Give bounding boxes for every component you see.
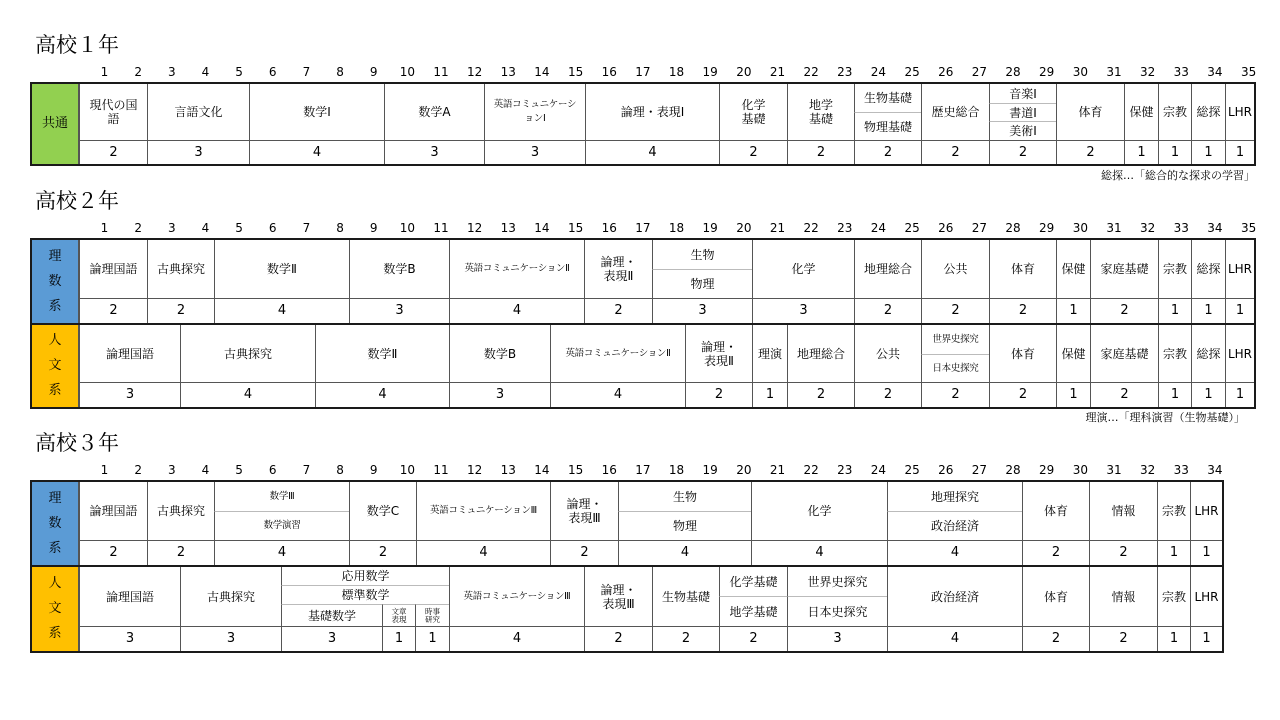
period-number: 31 (1106, 65, 1122, 79)
year2-period-numbers (0, 221, 1280, 235)
period-number: 29 (1039, 65, 1055, 79)
credit-sugakuA: 3 (384, 140, 484, 164)
period-number: 13 (500, 65, 516, 79)
y3s-eigo3: 英語コミュニケーションⅢ (416, 482, 550, 540)
y2s-eigo2: 英語コミュニケーションⅡ (449, 240, 584, 298)
y2h-lhr: LHR (1225, 325, 1254, 382)
track-label-humanities-char-3: 系 (48, 383, 62, 398)
period-number: 6 (268, 221, 277, 235)
y3s-credit-lhr: 1 (1190, 540, 1222, 565)
y3s-sugakuC: 数学C (349, 482, 416, 540)
period-number: 13 (500, 463, 516, 477)
subject-kagaku-kiso: 化学基礎 (719, 84, 787, 140)
period-number: 20 (736, 221, 752, 235)
y3s-joho: 情報 (1089, 482, 1157, 540)
y2h-eigo2: 英語コミュニケーションⅡ (550, 325, 685, 382)
y3s-credit-seibutsu-butsuri: 4 (618, 540, 751, 565)
y3h-koten: 古典探究 (180, 567, 281, 626)
y2h-credit-sugakuB: 3 (449, 382, 550, 407)
y3h-taiiku: 体育 (1022, 567, 1089, 626)
y2s-kagaku: 化学 (752, 240, 854, 298)
credit-gengo: 3 (147, 140, 249, 164)
year3-period-numbers (0, 463, 1280, 477)
track-label-science-char-2: 数 (48, 273, 62, 289)
y3h-credit-bunsho: 1 (382, 626, 415, 651)
y2h-credit-koten: 4 (180, 382, 315, 407)
period-number: 4 (201, 221, 210, 235)
period-number: 30 (1072, 463, 1088, 477)
y2h-taiiku: 体育 (989, 325, 1056, 382)
y3h-credit-ronri-kokugo: 3 (79, 626, 180, 651)
subject-bijutsu: 美術Ⅰ (989, 121, 1056, 140)
y3s-butsuri: 物理 (618, 511, 751, 540)
y2h-credit-sugaku2: 4 (315, 382, 449, 407)
y3s-seiji: 政治経済 (887, 511, 1022, 540)
y3s-sugaku-enshu: 数学演習 (214, 511, 349, 540)
y3h-credit-math: 3 (281, 626, 382, 651)
y2s-credit-katei: 2 (1090, 298, 1158, 323)
y3s-credit-sugaku3: 4 (214, 540, 349, 565)
subject-ongaku: 音楽Ⅰ (989, 84, 1056, 103)
period-number: 4 (201, 463, 210, 477)
period-number: 5 (235, 221, 243, 235)
period-number: 24 (870, 221, 887, 235)
period-number: 15 (567, 463, 584, 477)
subject-hoken: 保健 (1124, 84, 1158, 140)
period-number: 23 (837, 463, 853, 477)
subject-eigo1: 英語コミュニケーションⅠ (484, 84, 585, 140)
period-number: 11 (433, 463, 449, 477)
credit-souta: 1 (1191, 140, 1225, 164)
y3h-credit-koten: 3 (180, 626, 281, 651)
credit-taiiku: 2 (1056, 140, 1124, 164)
y2h-credit-eigo2: 4 (550, 382, 685, 407)
period-number: 8 (336, 65, 344, 79)
y2s-taiiku: 体育 (989, 240, 1056, 298)
y3s-kagaku: 化学 (751, 482, 887, 540)
period-number: 33 (1173, 65, 1189, 79)
y3h-credit-shukyo: 1 (1157, 626, 1190, 651)
track-label-humanities-y2 (32, 325, 79, 407)
y3s-sugaku3: 数学Ⅲ (214, 482, 349, 511)
period-number: 2 (134, 221, 142, 235)
y3h-credit-jiji: 1 (415, 626, 449, 651)
credit-gendai: 2 (79, 140, 147, 164)
y2h-ronri2: 論理・表現Ⅱ (685, 325, 752, 382)
y2h-rien: 理演 (752, 325, 787, 382)
year3-title: 高校３年 (35, 431, 119, 455)
y2s-koten: 古典探究 (147, 240, 214, 298)
period-number: 14 (534, 65, 550, 79)
period-number: 10 (399, 221, 415, 235)
period-number: 18 (668, 65, 685, 79)
period-number: 17 (635, 65, 651, 79)
credit-ronri1: 4 (585, 140, 719, 164)
y2h-kokyo: 公共 (854, 325, 921, 382)
y3h-kiso-sugaku: 基礎数学 (281, 604, 382, 626)
track-label-science-char-1: 理 (48, 248, 62, 264)
period-number: 5 (235, 463, 243, 477)
period-number: 9 (369, 65, 378, 79)
credit-lhr: 1 (1225, 140, 1254, 164)
period-number: 4 (201, 65, 210, 79)
y3h-kagaku-kiso: 化学基礎 (719, 567, 787, 596)
period-number: 32 (1140, 463, 1156, 477)
period-number: 14 (534, 221, 550, 235)
period-number: 21 (769, 221, 786, 235)
y3h-credit-eigo3: 4 (449, 626, 584, 651)
y2s-katei: 家庭基礎 (1090, 240, 1158, 298)
period-number: 5 (235, 65, 243, 79)
subject-gendai: 現代の国語 (79, 84, 147, 140)
y3h-bunsho: 文章表現 (382, 604, 415, 626)
period-number: 26 (938, 65, 954, 79)
y2h-hoken: 保健 (1056, 325, 1090, 382)
credit-sugaku1: 4 (249, 140, 384, 164)
track-label-humanities-y3 (32, 567, 79, 651)
y2h-credit-taiiku: 2 (989, 382, 1056, 407)
subject-taiiku: 体育 (1056, 84, 1124, 140)
period-number: 34 (1207, 65, 1223, 79)
period-number: 14 (534, 463, 550, 477)
subject-souta: 総探 (1191, 84, 1225, 140)
period-number: 12 (467, 221, 483, 235)
subject-gengo: 言語文化 (147, 84, 249, 140)
period-number: 15 (567, 65, 584, 79)
y2h-credit-shukyo: 1 (1158, 382, 1191, 407)
y3h-credit-seibutsu-kiso: 2 (652, 626, 719, 651)
y3h-credit-lhr: 1 (1190, 626, 1222, 651)
period-number: 23 (837, 65, 853, 79)
y2s-credit-koten: 2 (147, 298, 214, 323)
period-number: 9 (369, 221, 378, 235)
y3s-chiri-tankyu: 地理探究 (887, 482, 1022, 511)
period-number: 10 (399, 65, 415, 79)
y3h-seibutsu-kiso: 生物基礎 (652, 567, 719, 626)
period-number: 31 (1106, 221, 1122, 235)
period-number: 30 (1072, 221, 1088, 235)
y3s-credit-shukyo: 1 (1157, 540, 1190, 565)
period-number: 8 (336, 463, 344, 477)
track-label-humanities-char-2: 文 (48, 358, 62, 373)
y2s-credit-eigo2: 4 (449, 298, 584, 323)
y3s-credit-social: 4 (887, 540, 1022, 565)
y3h-nihonshi: 日本史探究 (787, 596, 887, 626)
y3s-lhr: LHR (1190, 482, 1222, 540)
period-number: 20 (736, 463, 752, 477)
y2s-shukyo: 宗教 (1158, 240, 1191, 298)
period-number: 30 (1072, 65, 1088, 79)
y3h-seiji: 政治経済 (887, 567, 1022, 626)
period-number: 15 (567, 221, 584, 235)
y2s-credit-hoken: 1 (1056, 298, 1090, 323)
y3h-joho: 情報 (1089, 567, 1157, 626)
period-number: 7 (302, 463, 311, 477)
track-label-humanities-char-3: 系 (48, 626, 62, 641)
credit-kagaku-kiso: 2 (719, 140, 787, 164)
period-number: 21 (769, 463, 786, 477)
subject-shodo: 書道Ⅰ (989, 103, 1056, 121)
period-number: 18 (668, 463, 685, 477)
period-number: 3 (167, 463, 176, 477)
credit-seibutsu-butsuri: 2 (854, 140, 921, 164)
period-number: 33 (1173, 463, 1189, 477)
y2h-credit-chiri: 2 (787, 382, 854, 407)
subject-shukyo: 宗教 (1158, 84, 1191, 140)
period-number: 22 (803, 65, 819, 79)
y2s-lhr: LHR (1225, 240, 1254, 298)
track-label-science-y3 (32, 482, 79, 565)
subject-rekishi: 歴史総合 (921, 84, 989, 140)
year1-footnote: 総探…「総合的な探求の学習」 (1101, 169, 1255, 182)
period-number: 23 (837, 221, 853, 235)
subject-seibutsu-kiso: 生物基礎 (854, 84, 921, 112)
y2h-katei: 家庭基礎 (1090, 325, 1158, 382)
period-number: 19 (702, 65, 718, 79)
y3s-credit-joho: 2 (1089, 540, 1157, 565)
period-number: 3 (167, 65, 176, 79)
credit-hoken: 1 (1124, 140, 1158, 164)
y2h-credit-souta: 1 (1191, 382, 1225, 407)
y2h-chiri: 地理総合 (787, 325, 854, 382)
y3h-sekaishi: 世界史探究 (787, 567, 887, 596)
track-label-common: 共通 (32, 84, 79, 164)
year2-title: 高校２年 (35, 189, 119, 213)
period-number: 1 (100, 463, 109, 477)
y2s-hoken: 保健 (1056, 240, 1090, 298)
period-number: 27 (971, 463, 988, 477)
y3h-eigo3: 英語コミュニケーションⅢ (449, 567, 584, 626)
y3s-taiiku: 体育 (1022, 482, 1089, 540)
credit-shukyo: 1 (1158, 140, 1191, 164)
year3-grid (30, 480, 1224, 653)
track-label-science-char-3: 系 (48, 298, 62, 314)
period-number: 24 (870, 65, 887, 79)
y2h-credit-rien: 1 (752, 382, 787, 407)
period-number: 21 (769, 65, 786, 79)
y2h-credit-history: 2 (921, 382, 989, 407)
y2s-souta: 総探 (1191, 240, 1225, 298)
subject-lhr: LHR (1225, 84, 1254, 140)
period-number: 16 (601, 65, 617, 79)
period-number: 6 (268, 65, 277, 79)
y3h-credit-history: 3 (787, 626, 887, 651)
y3h-hyojun-sugaku: 標準数学 (281, 585, 449, 604)
period-number: 27 (971, 65, 988, 79)
y3h-ronri-kokugo: 論理国語 (79, 567, 180, 626)
period-number: 31 (1106, 463, 1122, 477)
y3s-credit-ronri3: 2 (550, 540, 618, 565)
y3h-credit-kiso-pair: 2 (719, 626, 787, 651)
y3s-credit-ronri-kokugo: 2 (79, 540, 147, 565)
y3h-jiji: 時事研究 (415, 604, 449, 626)
y2h-sugaku2: 数学Ⅱ (315, 325, 449, 382)
y3h-chigaku-kiso: 地学基礎 (719, 596, 787, 626)
year1-grid (30, 82, 1256, 166)
period-number: 6 (268, 463, 277, 477)
period-number: 26 (938, 463, 954, 477)
track-label-humanities-char-2: 文 (48, 601, 62, 616)
period-number: 11 (433, 221, 449, 235)
y2s-butsuri: 物理 (652, 269, 752, 298)
subject-chigaku-kiso: 地学基礎 (787, 84, 854, 140)
year2-grid (30, 238, 1256, 409)
y2h-sugakuB: 数学B (449, 325, 550, 382)
subject-butsuri-kiso: 物理基礎 (854, 112, 921, 140)
period-number: 3 (167, 221, 176, 235)
y2s-credit-seibutsu-butsuri: 3 (652, 298, 752, 323)
period-number: 1 (100, 65, 109, 79)
period-number: 17 (635, 463, 651, 477)
y2h-souta: 総探 (1191, 325, 1225, 382)
period-number: 12 (467, 65, 483, 79)
y2s-credit-sugaku2: 4 (214, 298, 349, 323)
y3s-ronri3: 論理・表現Ⅲ (550, 482, 618, 540)
y2s-ronri2: 論理・表現Ⅱ (584, 240, 652, 298)
year2-footnote: 理演…「理科演習（生物基礎）」 (1085, 411, 1245, 424)
credit-eigo1: 3 (484, 140, 585, 164)
y2h-shukyo: 宗教 (1158, 325, 1191, 382)
y3s-credit-taiiku: 2 (1022, 540, 1089, 565)
y2s-credit-sugakuB: 3 (349, 298, 449, 323)
y3s-credit-kagaku: 4 (751, 540, 887, 565)
y3s-credit-koten: 2 (147, 540, 214, 565)
y3h-shukyo: 宗教 (1157, 567, 1190, 626)
period-number: 2 (134, 463, 142, 477)
y2h-nihonshi: 日本史探究 (921, 354, 989, 382)
period-number: 8 (336, 221, 344, 235)
y3h-lhr: LHR (1190, 567, 1222, 626)
period-number: 20 (736, 65, 752, 79)
y2s-credit-shukyo: 1 (1158, 298, 1191, 323)
period-number: 17 (635, 221, 651, 235)
y2s-kokyo: 公共 (921, 240, 989, 298)
y3h-credit-seiji: 4 (887, 626, 1022, 651)
y2s-ronri-kokugo: 論理国語 (79, 240, 147, 298)
y2s-credit-kokyo: 2 (921, 298, 989, 323)
period-number: 24 (870, 463, 887, 477)
period-number: 16 (601, 221, 617, 235)
y2s-credit-chiri: 2 (854, 298, 921, 323)
y3h-credit-ronri3: 2 (584, 626, 652, 651)
period-number: 11 (433, 65, 449, 79)
y2s-credit-taiiku: 2 (989, 298, 1056, 323)
y2h-sekaishi: 世界史探究 (921, 325, 989, 354)
period-number: 34 (1207, 463, 1223, 477)
period-number: 25 (904, 463, 920, 477)
y3s-credit-sugakuC: 2 (349, 540, 416, 565)
y2s-sugaku2: 数学Ⅱ (214, 240, 349, 298)
year1-title: 高校１年 (35, 33, 119, 57)
y2s-chiri: 地理総合 (854, 240, 921, 298)
subject-ronri1: 論理・表現Ⅰ (585, 84, 719, 140)
credit-chigaku-kiso: 2 (787, 140, 854, 164)
period-number: 25 (904, 221, 920, 235)
period-number: 33 (1173, 221, 1189, 235)
y2h-credit-ronri-kokugo: 3 (79, 382, 180, 407)
y3s-ronri-kokugo: 論理国語 (79, 482, 147, 540)
period-number: 18 (668, 221, 685, 235)
period-number: 32 (1140, 65, 1156, 79)
period-number: 1 (100, 221, 109, 235)
y2h-credit-hoken: 1 (1056, 382, 1090, 407)
credit-art: 2 (989, 140, 1056, 164)
period-number: 29 (1039, 463, 1055, 477)
y2s-credit-kagaku: 3 (752, 298, 854, 323)
period-number: 35 (1240, 221, 1257, 235)
y2s-sugakuB: 数学B (349, 240, 449, 298)
subject-sugaku1: 数学Ⅰ (249, 84, 384, 140)
period-number: 13 (500, 221, 516, 235)
y3s-koten: 古典探究 (147, 482, 214, 540)
period-number: 27 (971, 221, 988, 235)
period-number: 25 (904, 65, 920, 79)
period-number: 28 (1005, 65, 1021, 79)
credit-rekishi: 2 (921, 140, 989, 164)
period-number: 26 (938, 221, 954, 235)
period-number: 7 (302, 221, 311, 235)
y2s-credit-lhr: 1 (1225, 298, 1254, 323)
y2s-credit-souta: 1 (1191, 298, 1225, 323)
period-number: 12 (467, 463, 483, 477)
y3h-credit-taiiku: 2 (1022, 626, 1089, 651)
period-number: 19 (702, 221, 718, 235)
y3s-credit-eigo3: 4 (416, 540, 550, 565)
period-number: 22 (803, 463, 819, 477)
track-label-science-char-3: 系 (48, 540, 62, 556)
subject-sugakuA: 数学A (384, 84, 484, 140)
y2h-credit-katei: 2 (1090, 382, 1158, 407)
period-number: 22 (803, 221, 819, 235)
year1-period-numbers (0, 65, 1280, 79)
period-number: 35 (1240, 65, 1257, 79)
y2s-seibutsu: 生物 (652, 240, 752, 269)
period-number: 28 (1005, 221, 1021, 235)
track-label-science-char-1: 理 (48, 490, 62, 506)
period-number: 16 (601, 463, 617, 477)
y3s-shukyo: 宗教 (1157, 482, 1190, 540)
period-number: 10 (399, 463, 415, 477)
track-label-humanities-char-1: 人 (48, 576, 62, 591)
period-number: 28 (1005, 463, 1021, 477)
y2h-koten: 古典探究 (180, 325, 315, 382)
period-number: 7 (302, 65, 311, 79)
y2h-credit-kokyo: 2 (854, 382, 921, 407)
y2s-credit-ronri-kokugo: 2 (79, 298, 147, 323)
period-number: 29 (1039, 221, 1055, 235)
y3h-ronri3: 論理・表現Ⅲ (584, 567, 652, 626)
track-label-humanities-char-1: 人 (48, 333, 62, 348)
period-number: 19 (702, 463, 718, 477)
y2s-credit-ronri2: 2 (584, 298, 652, 323)
track-label-science-char-2: 数 (48, 515, 62, 531)
y2h-credit-lhr: 1 (1225, 382, 1254, 407)
period-number: 32 (1140, 221, 1156, 235)
period-number: 34 (1207, 221, 1223, 235)
y2h-ronri-kokugo: 論理国語 (79, 325, 180, 382)
track-label-science-y2 (32, 240, 79, 323)
period-number: 9 (369, 463, 378, 477)
y3h-oyo-sugaku: 応用数学 (281, 567, 449, 585)
y2h-credit-ronri2: 2 (685, 382, 752, 407)
y3s-seibutsu: 生物 (618, 482, 751, 511)
y3h-credit-joho: 2 (1089, 626, 1157, 651)
period-number: 2 (134, 65, 142, 79)
